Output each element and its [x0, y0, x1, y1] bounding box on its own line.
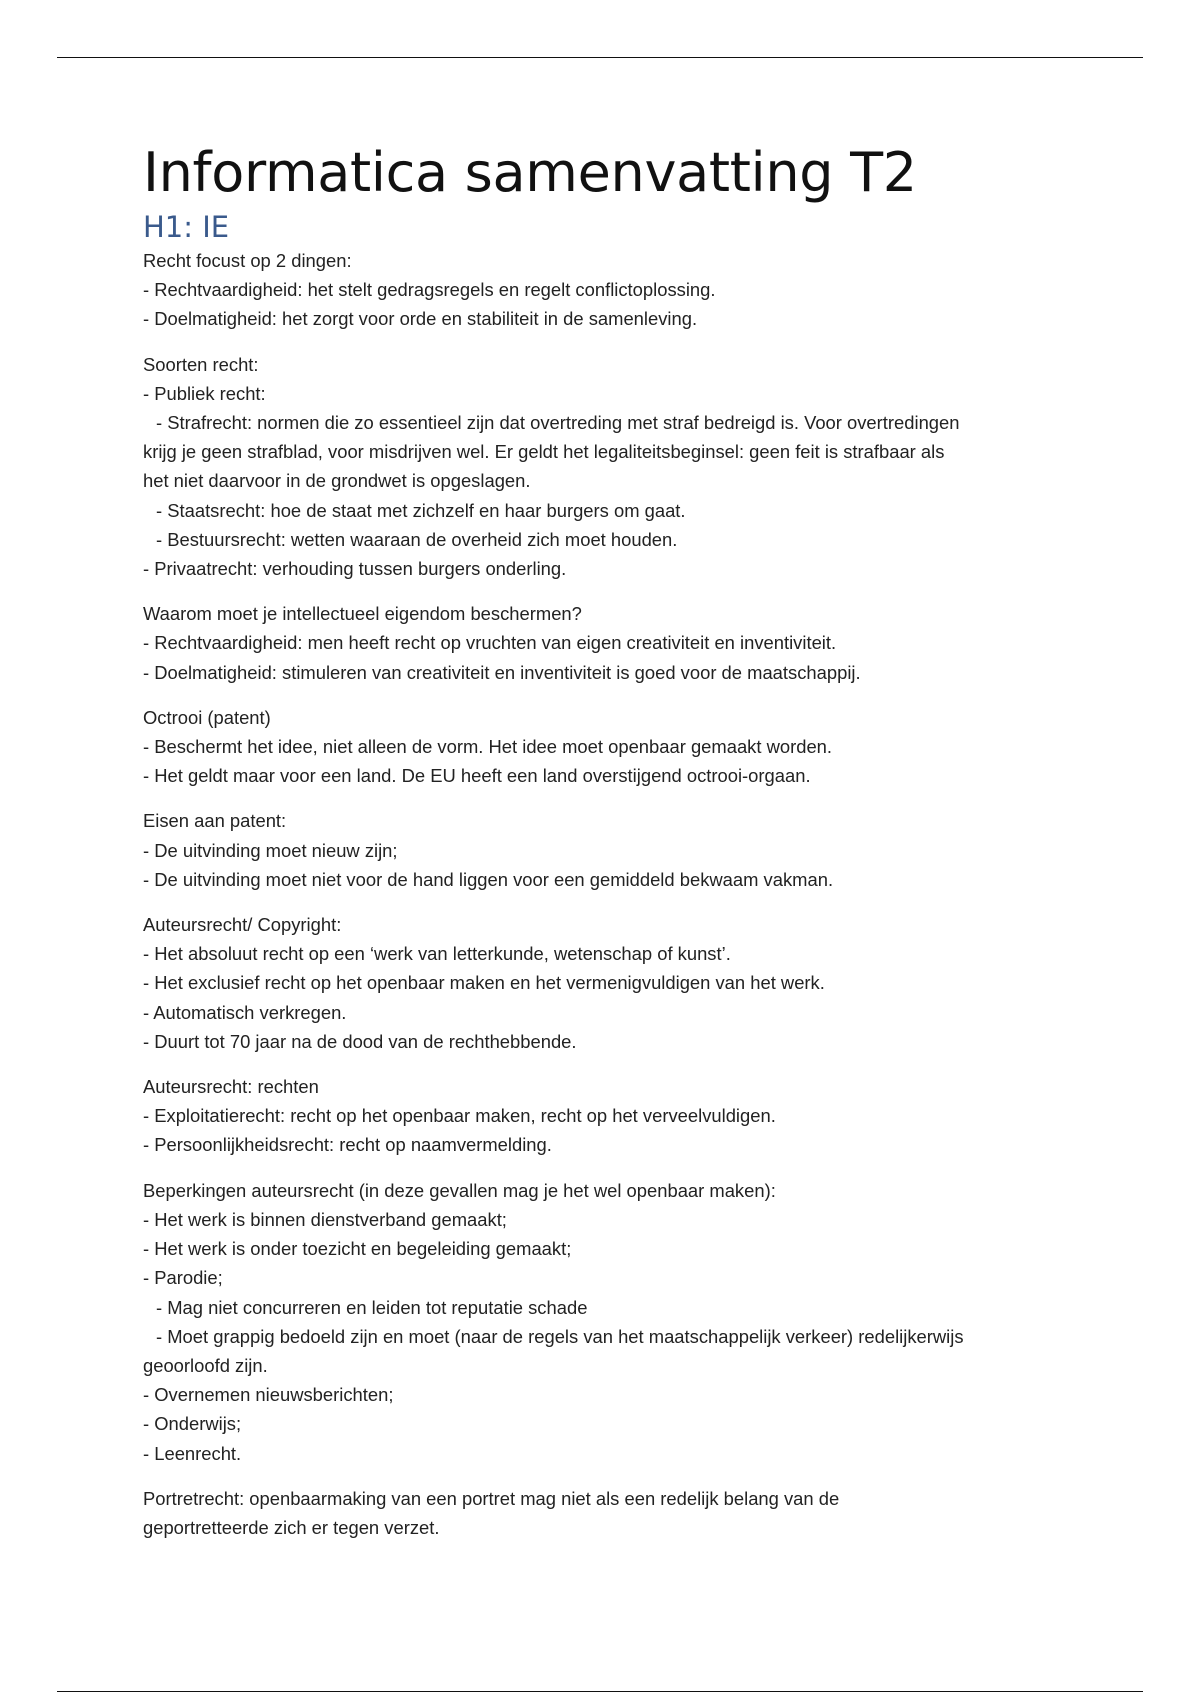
text-line: - Staatsrecht: hoe de staat met zichzelf en haar burgers om gaat. [156, 499, 686, 521]
text-line: - Het werk is onder toezicht en begeleiding gemaakt; [143, 1238, 572, 1260]
text-line: - Het werk is binnen dienstverband gemaakt; [143, 1208, 507, 1230]
text-line: - Doelmatigheid: stimuleren van creativiteit en inventiviteit is goed voor de maatschappij. [143, 661, 861, 683]
text-line: Recht focust op 2 dingen: [143, 250, 352, 271]
header-rule [57, 57, 1143, 58]
text-line: Waarom moet je intellectueel eigendom beschermen? [143, 603, 582, 625]
text-line: - Exploitatierecht: recht op het openbaar maken, recht op het verveelvuldigen. [143, 1105, 776, 1127]
text-line: geportretteerde zich er tegen verzet. [143, 1516, 440, 1538]
text-line: - Onderwijs; [143, 1413, 242, 1435]
paragraph [143, 703, 1083, 791]
text-line: Eisen aan patent: [143, 810, 287, 832]
paragraph [143, 806, 1083, 894]
text-line: geoorloofd zijn. [143, 1354, 268, 1376]
text-line: - Beschermt het idee, niet alleen de vorm. Het idee moet openbaar gemaakt worden. [143, 736, 833, 758]
text-line: - Het exclusief recht op het openbaar maken en het vermenigvuldigen van het werk. [143, 972, 825, 994]
text-line: - Leenrecht. [143, 1442, 242, 1464]
document-body [143, 246, 1083, 1542]
text-line: Auteursrecht/ Copyright: [143, 914, 342, 936]
document-title: Informatica samenvatting T2 [143, 141, 917, 204]
paragraph [143, 1072, 1083, 1160]
text-line: - Duurt tot 70 jaar na de dood van de rechthebbende. [143, 1030, 577, 1052]
text-line: - Moet grappig bedoeld zijn en moet (naar de regels van het maatschappelijk verkeer) redelijkerwijs [156, 1325, 964, 1347]
text-line: - Rechtvaardigheid: het stelt gedragsregels en regelt conflictoplossing. [143, 279, 716, 301]
text-line: - Overnemen nieuwsberichten; [143, 1384, 394, 1406]
text-line: - Parodie; [143, 1267, 223, 1289]
paragraph [143, 599, 1083, 687]
text-line: - De uitvinding moet niet voor de hand liggen voor een gemiddeld bekwaam vakman. [143, 868, 834, 890]
text-line: - Bestuursrecht: wetten waaraan de overheid zich moet houden. [156, 528, 678, 550]
text-line: - Privaatrecht: verhouding tussen burgers onderling. [143, 558, 567, 580]
section-heading: H1: IE [143, 210, 230, 244]
paragraph [143, 1176, 1083, 1468]
paragraph [143, 1484, 1083, 1542]
text-line: krijg je geen strafblad, voor misdrijven wel. Er geldt het legaliteitsbeginsel: geen feit is strafbaar als [143, 441, 945, 463]
footer-rule [57, 1691, 1143, 1692]
text-line: Portretrecht: openbaarmaking van een portret mag niet als een redelijk belang van de [143, 1487, 840, 1509]
paragraph [143, 350, 1083, 584]
text-line: - Het geldt maar voor een land. De EU heeft een land overstijgend octrooi-orgaan. [143, 765, 811, 787]
text-line: - Rechtvaardigheid: men heeft recht op vruchten van eigen creativiteit en inventiviteit. [143, 632, 837, 654]
paragraph [143, 910, 1083, 1056]
document-page [143, 138, 1083, 1558]
text-line: Soorten recht: [143, 353, 259, 375]
text-line: het niet daarvoor in de grondwet is opgeslagen. [143, 470, 531, 492]
paragraph [143, 246, 1083, 334]
text-line: - Automatisch verkregen. [143, 1001, 347, 1023]
text-line: - Persoonlijkheidsrecht: recht op naamvermelding. [143, 1134, 552, 1156]
text-line: - Mag niet concurreren en leiden tot reputatie schade [156, 1296, 588, 1318]
text-line: - Publiek recht: [143, 382, 266, 404]
text-line: Octrooi (patent) [143, 706, 271, 728]
text-line: Beperkingen auteursrecht (in deze gevallen mag je het wel openbaar maken): [143, 1179, 776, 1201]
text-line: Auteursrecht: rechten [143, 1076, 319, 1098]
text-line: - De uitvinding moet nieuw zijn; [143, 839, 398, 861]
text-line: - Het absoluut recht op een ‘werk van letterkunde, wetenschap of kunst’. [143, 943, 731, 965]
text-line: - Doelmatigheid: het zorgt voor orde en stabiliteit in de samenleving. [143, 308, 698, 330]
text-line: - Strafrecht: normen die zo essentieel zijn dat overtreding met straf bedreigd is. Voor overtredingen [156, 412, 960, 434]
